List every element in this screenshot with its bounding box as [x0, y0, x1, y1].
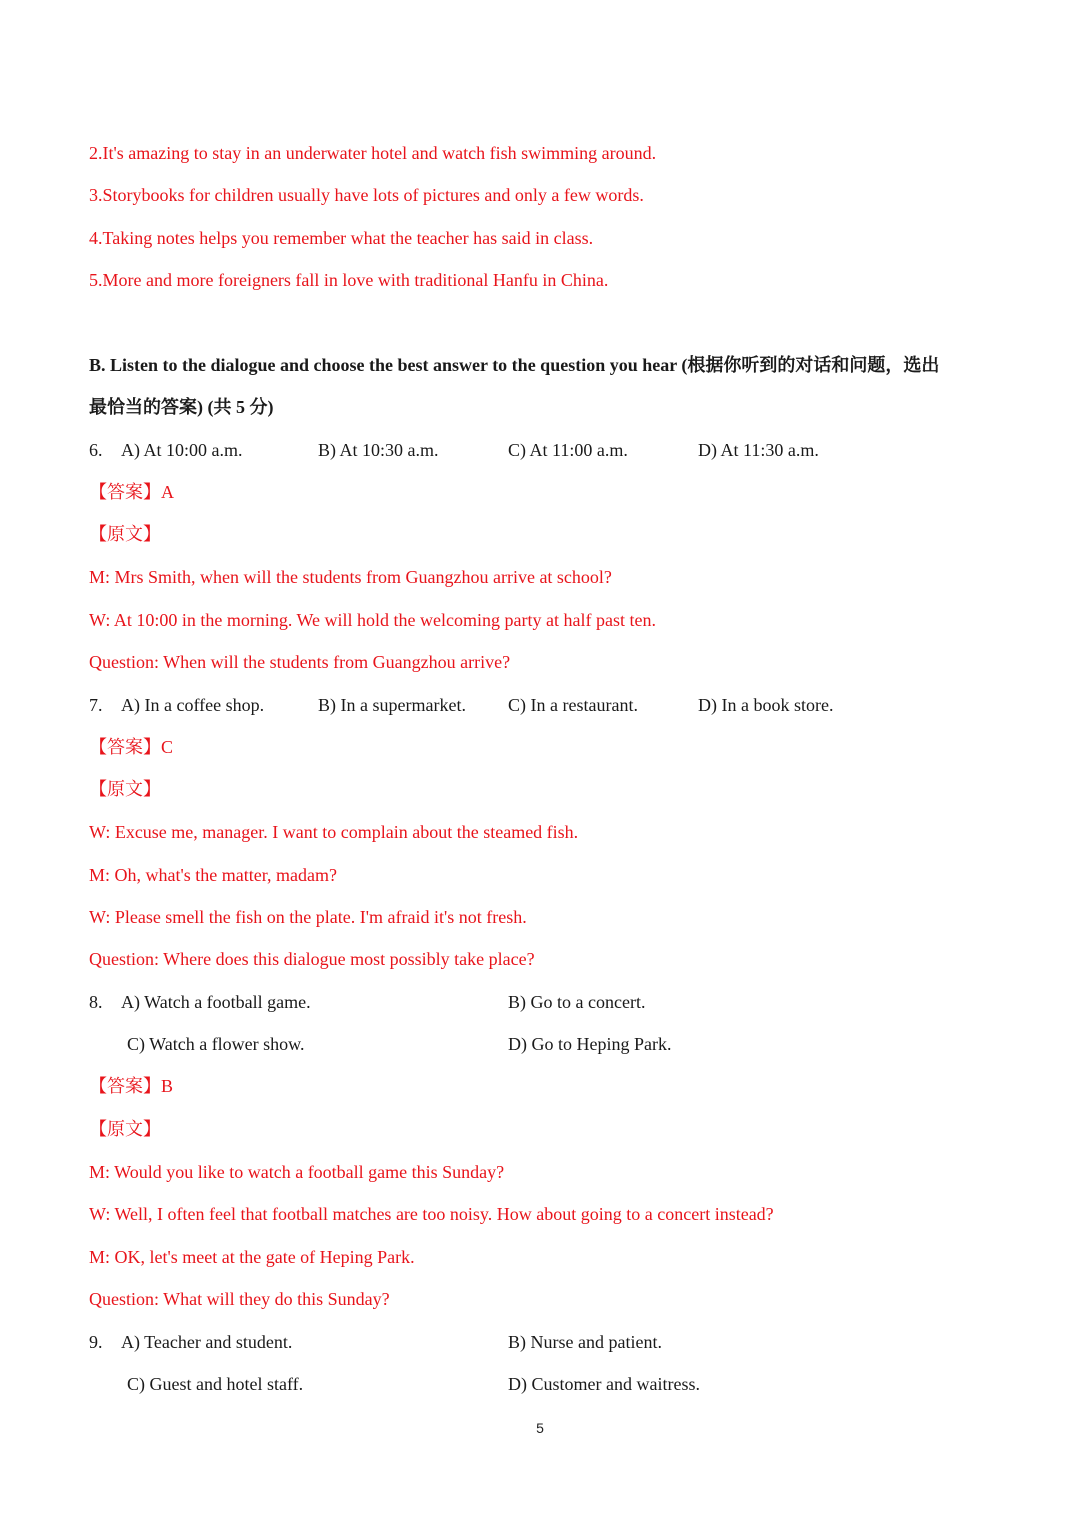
q7-answer — [89, 736, 173, 758]
q8-transcript-line: M: OK, let's meet at the gate of Heping Park. — [89, 1247, 415, 1267]
answer-letter: C — [161, 737, 174, 757]
q8-transcript-tag: 【原文】 — [89, 1119, 161, 1139]
q7-option-d: D) In a book store. — [698, 695, 834, 715]
q8-option-a: A) Watch a football game. — [121, 992, 311, 1012]
q7-transcript-question: Question: Where does this dialogue most possibly take place? — [89, 949, 535, 969]
sentence-4: 4.Taking notes helps you remember what the teacher has said in class. — [89, 228, 594, 248]
answer-tag: 【答案】 — [89, 1076, 161, 1096]
q6-transcript-tag: 【原文】 — [89, 524, 161, 544]
answer-tag: 【答案】 — [89, 737, 161, 757]
q6-answer — [89, 481, 174, 503]
q8-transcript-question: Question: What will they do this Sunday? — [89, 1289, 390, 1309]
q9-option-a: A) Teacher and student. — [121, 1332, 293, 1352]
q8-answer — [89, 1075, 173, 1097]
question-9-number: 9. — [89, 1332, 103, 1352]
page-number: 5 — [536, 1420, 544, 1436]
q9-option-d: D) Customer and waitress. — [508, 1374, 700, 1394]
sentence-5: 5.More and more foreigners fall in love with traditional Hanfu in China. — [89, 270, 609, 290]
q6-option-a: A) At 10:00 a.m. — [121, 440, 243, 460]
question-6-number: 6. — [89, 440, 103, 460]
question-8-number: 8. — [89, 992, 103, 1012]
q7-option-a: A) In a coffee shop. — [121, 695, 265, 715]
answer-letter: B — [161, 1076, 174, 1096]
section-b-heading-line1: B. Listen to the dialogue and choose the best answer to the question you hear (根据你听到的对话和问题，选出 — [89, 355, 940, 375]
q8-option-d: D) Go to Heping Park. — [508, 1034, 672, 1054]
sentence-2: 2.It's amazing to stay in an underwater hotel and watch fish swimming around. — [89, 143, 657, 163]
section-b-heading-line2: 最恰当的答案) (共 5 分) — [89, 397, 274, 417]
q6-option-c: C) At 11:00 a.m. — [508, 440, 628, 460]
q6-transcript-line: W: At 10:00 in the morning. We will hold the welcoming party at half past ten. — [89, 610, 656, 630]
q6-option-d: D) At 11:30 a.m. — [698, 440, 819, 460]
answer-letter: A — [161, 482, 174, 502]
q7-transcript-line: W: Excuse me, manager. I want to complain about the steamed fish. — [89, 822, 579, 842]
q6-transcript-line: M: Mrs Smith, when will the students from Guangzhou arrive at school? — [89, 567, 612, 587]
sentence-3: 3.Storybooks for children usually have lots of pictures and only a few words. — [89, 185, 644, 205]
q7-option-b: B) In a supermarket. — [318, 695, 466, 715]
q7-option-c: C) In a restaurant. — [508, 695, 638, 715]
q7-transcript-tag: 【原文】 — [89, 779, 161, 799]
q8-option-c: C) Watch a flower show. — [127, 1034, 305, 1054]
q7-transcript-line: W: Please smell the fish on the plate. I'm afraid it's not fresh. — [89, 907, 527, 927]
q8-transcript-line: M: Would you like to watch a football game this Sunday? — [89, 1162, 505, 1182]
q6-transcript-question: Question: When will the students from Guangzhou arrive? — [89, 652, 511, 672]
answer-tag: 【答案】 — [89, 482, 161, 502]
q8-transcript-line: W: Well, I often feel that football matches are too noisy. How about going to a concert instead? — [89, 1204, 774, 1224]
q7-transcript-line: M: Oh, what's the matter, madam? — [89, 865, 337, 885]
q8-option-b: B) Go to a concert. — [508, 992, 646, 1012]
q6-option-b: B) At 10:30 a.m. — [318, 440, 439, 460]
question-7-number: 7. — [89, 695, 103, 715]
q9-option-b: B) Nurse and patient. — [508, 1332, 662, 1352]
q9-option-c: C) Guest and hotel staff. — [127, 1374, 304, 1394]
